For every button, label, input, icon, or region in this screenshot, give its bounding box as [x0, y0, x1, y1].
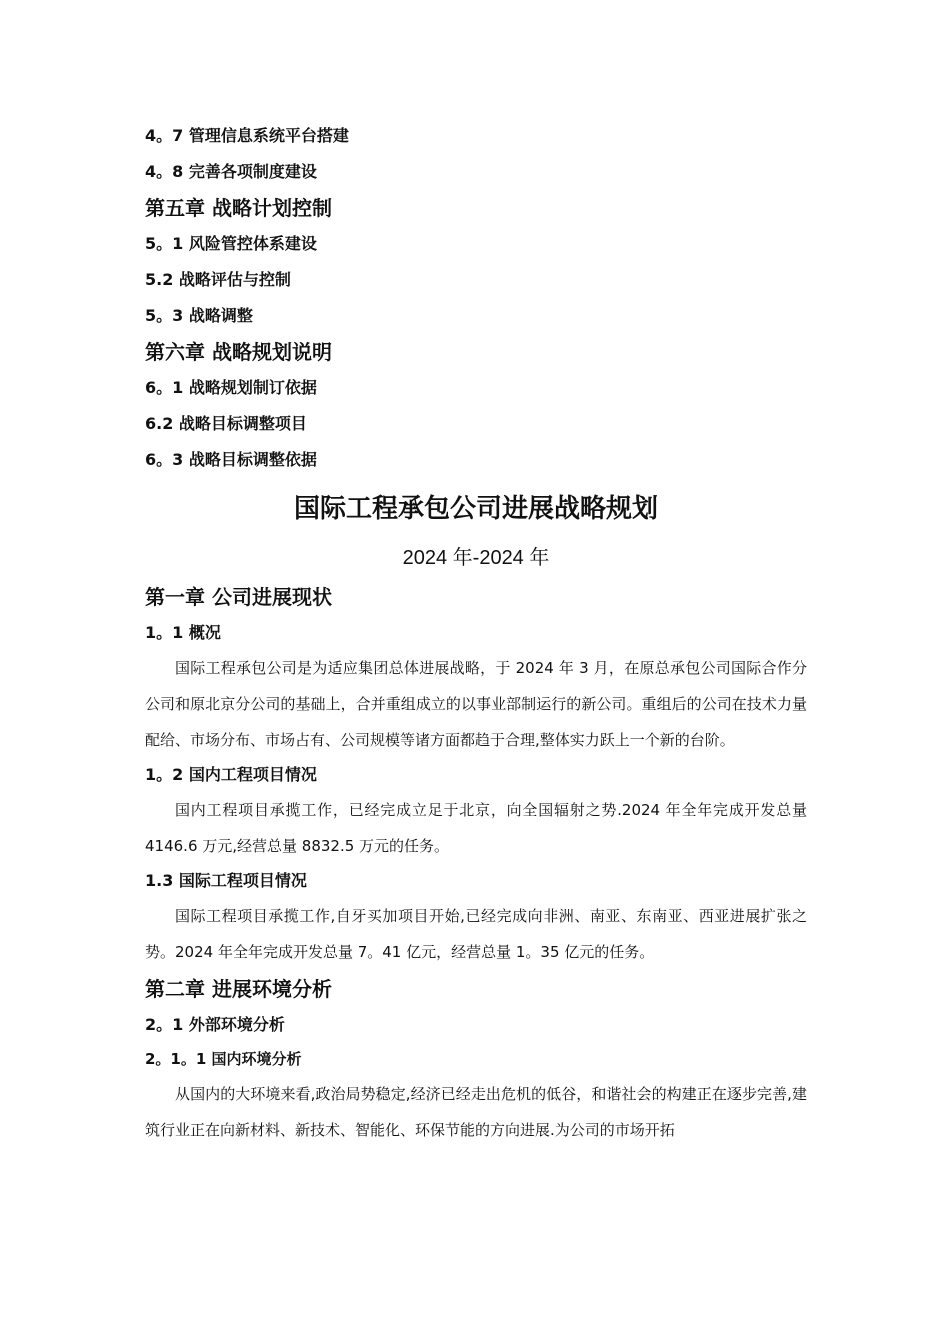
section-heading: 1。1 概况	[145, 623, 221, 642]
toc-item: 4。7 管理信息系统平台搭建	[145, 126, 349, 145]
page-content	[145, 118, 807, 1148]
toc-item: 5.2 战略评估与控制	[145, 270, 291, 289]
body-paragraph: 国际工程承包公司是为适应集团总体进展战略，于 2024 年 3 月，在原总承包公司国际合作分公司和原北京分公司的基础上，合并重组成立的以事业部制运行的新公司。重组后的公司在技术力量配给、市场分布、市场占有、公司规模等诸方面都趋于合理,整体实力跃上一个新的台阶。	[145, 659, 807, 749]
body-paragraph: 从国内的大环境来看,政治局势稳定,经济已经走出危机的低谷，和谐社会的构建正在逐步完善,建筑行业正在向新材料、新技术、智能化、环保节能的方向进展.为公司的市场开拓	[145, 1085, 807, 1139]
document-title: 国际工程承包公司进展战略规划	[293, 494, 658, 524]
toc-item: 5。3 战略调整	[145, 306, 253, 325]
body-paragraph: 国际工程项目承揽工作,自牙买加项目开始,已经完成向非洲、南亚、东南亚、西亚进展扩张之势。2024 年全年完成开发总量 7。41 亿元，经营总量 1。35 亿元的任务。	[145, 907, 807, 961]
toc-item: 4。8 完善各项制度建设	[145, 162, 317, 181]
toc-item: 5。1 风险管控体系建设	[145, 234, 317, 253]
chapter-heading: 第一章 公司进展现状	[145, 585, 332, 609]
toc-item: 6。3 战略目标调整依据	[145, 450, 317, 469]
toc-item: 6。1 战略规划制订依据	[145, 378, 317, 397]
subsection-heading: 2。1。1 国内环境分析	[145, 1050, 302, 1068]
toc-chapter: 第五章 战略计划控制	[145, 196, 332, 220]
document-subtitle: 2024 年-2024 年	[402, 547, 550, 569]
section-heading: 1。2 国内工程项目情况	[145, 765, 317, 784]
section-heading: 1.3 国际工程项目情况	[145, 871, 307, 890]
body-paragraph: 国内工程项目承揽工作，已经完成立足于北京，向全国辐射之势.2024 年全年完成开发总量 4146.6 万元,经营总量 8832.5 万元的任务。	[145, 801, 807, 855]
toc-chapter: 第六章 战略规划说明	[145, 340, 332, 364]
chapter-heading: 第二章 进展环境分析	[145, 977, 332, 1001]
toc-item: 6.2 战略目标调整项目	[145, 414, 307, 433]
toc-list	[145, 118, 807, 478]
section-heading: 2。1 外部环境分析	[145, 1015, 285, 1034]
